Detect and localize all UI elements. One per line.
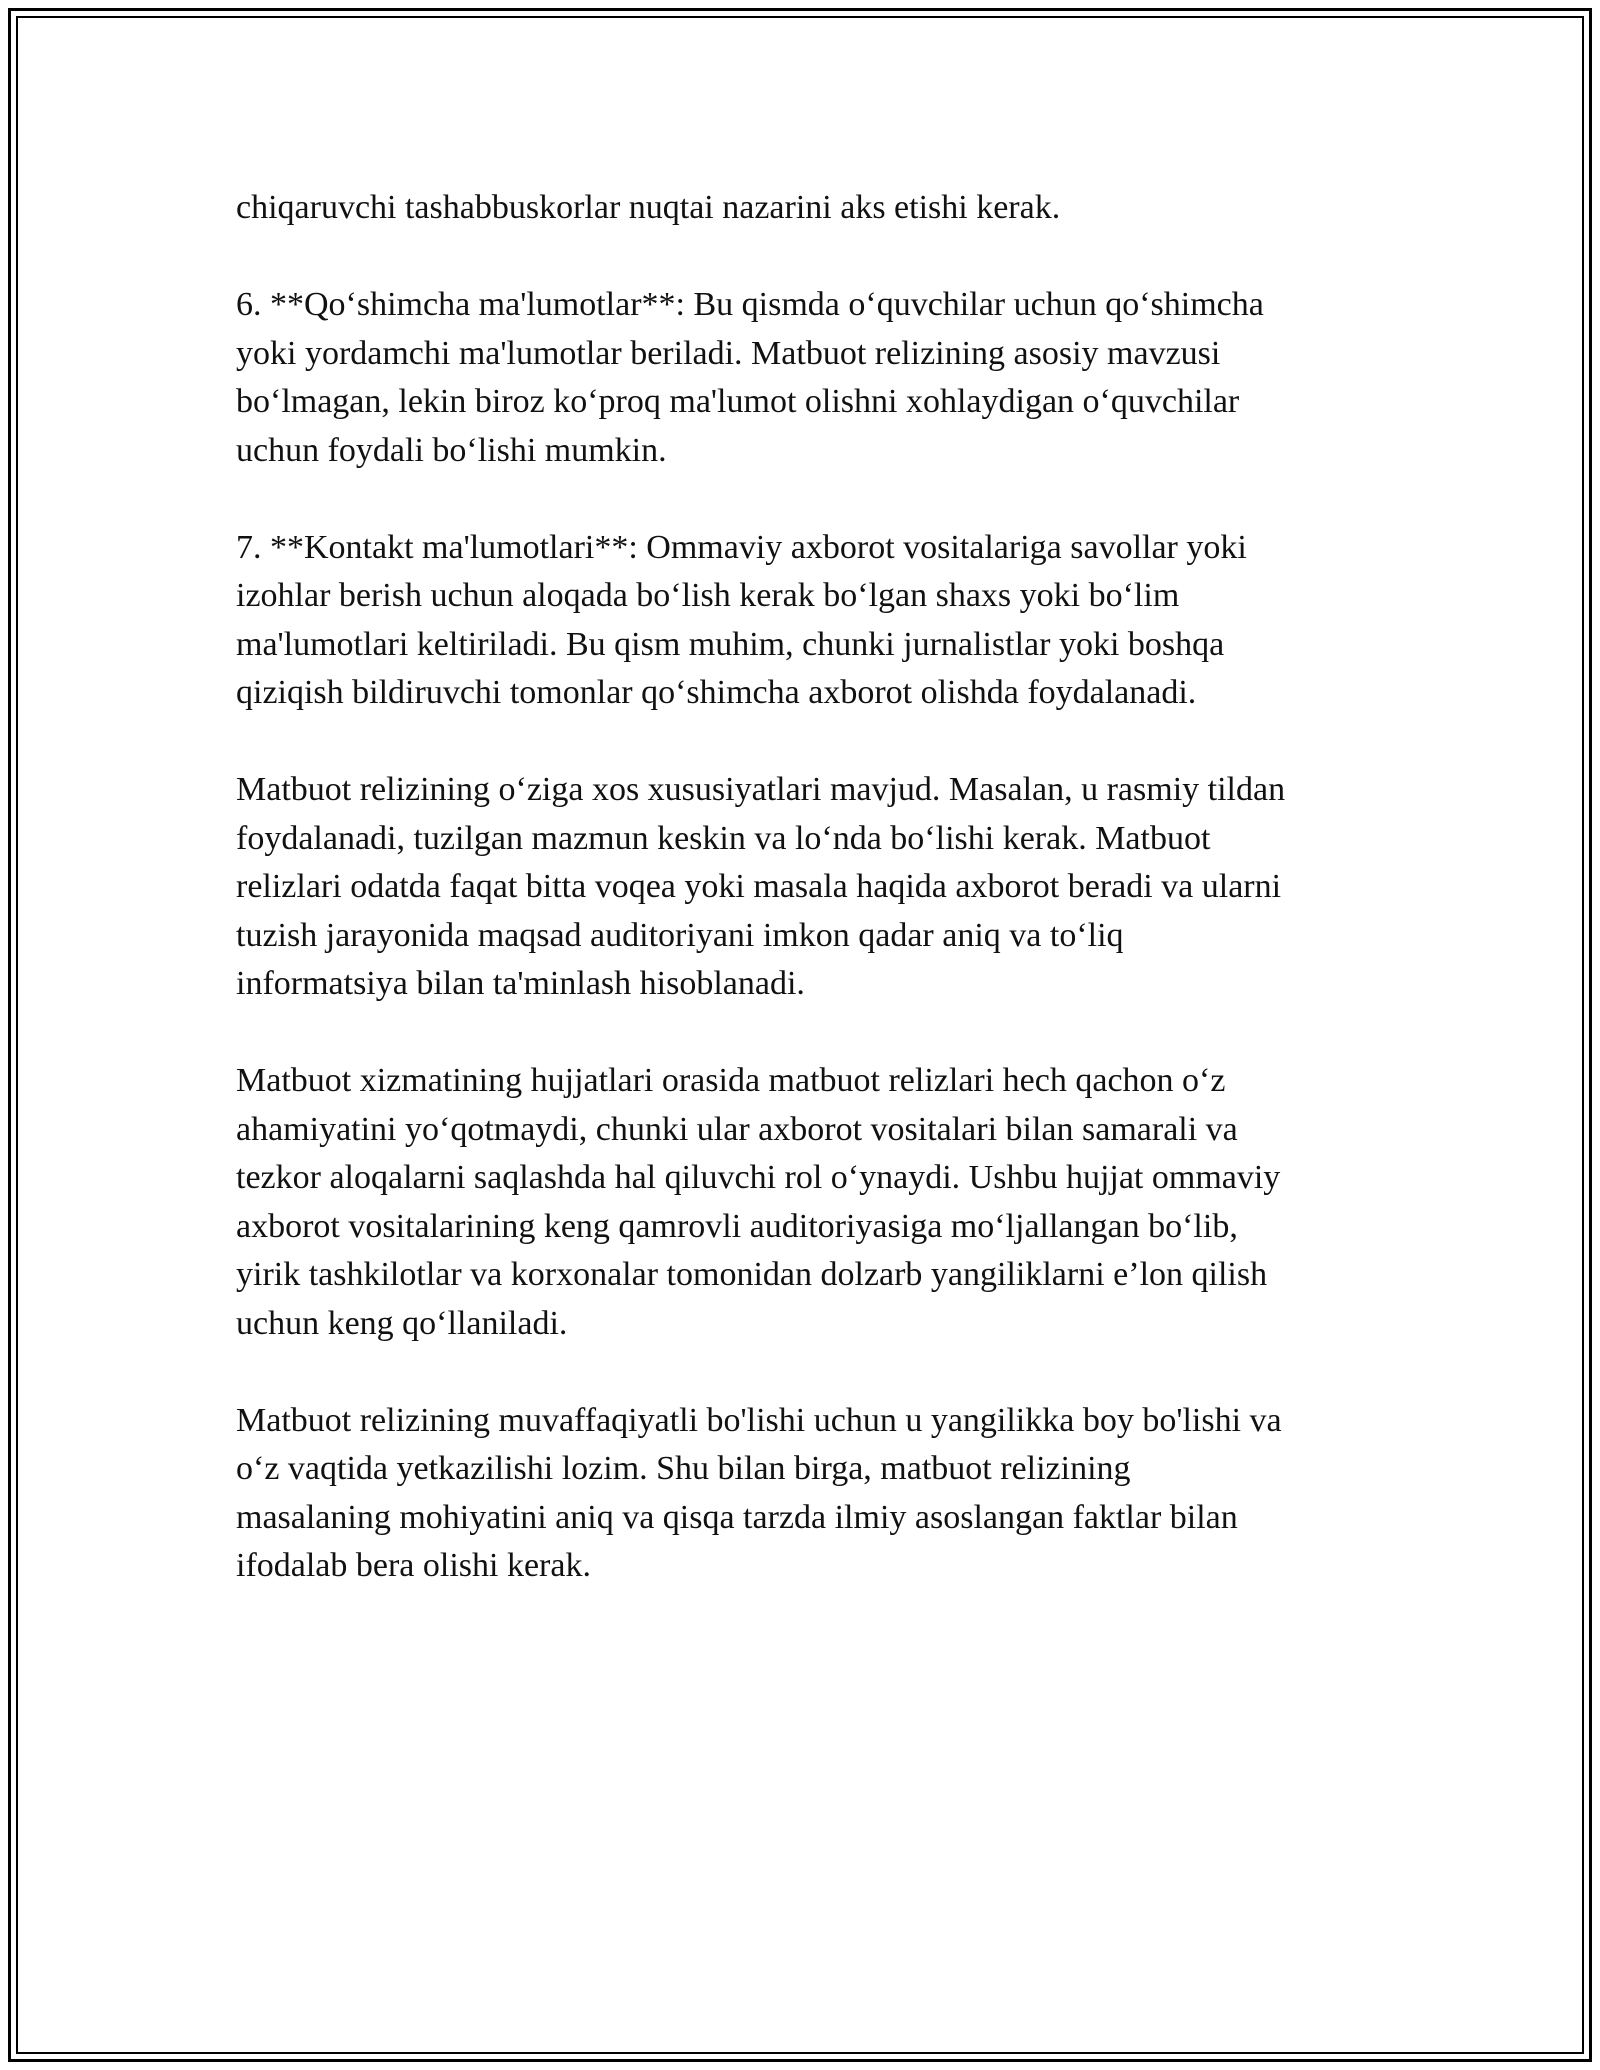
text-line: yoki yordamchi ma'lumotlar beriladi. Matbuot relizining asosiy mavzusi [236,334,1221,372]
paragraph [236,1057,1386,1348]
text-line: tuzish jarayonida maqsad auditoriyani imkon qadar aniq va to‘liq [236,916,1124,954]
text-line: foydalanadi, tuzilgan mazmun keskin va lo‘nda bo‘lishi kerak. Matbuot [236,819,1211,857]
paragraph-contact-info [236,524,1386,718]
text-line: 7. **Kontakt ma'lumotlari**: Ommaviy axborot vositalariga savollar yoki [236,528,1247,566]
paragraph-additional-info [236,281,1386,475]
text-line: qiziqish bildiruvchi tomonlar qo‘shimcha axborot olishda foydalanadi. [236,674,1197,711]
text-line: yirik tashkilotlar va korxonalar tomonidan dolzarb yangiliklarni e’lon qilish [236,1256,1268,1293]
text-line: uchun foydali bo‘lishi mumkin. [236,431,667,469]
paragraph [236,184,1386,233]
text-line: ahamiyatini yo‘qotmaydi, chunki ular axborot vositalari bilan samarali va [236,1110,1238,1148]
paragraph [236,766,1386,1009]
text-line: ifodalab bera olishi kerak. [236,1547,591,1584]
text-line: Matbuot xizmatining hujjatlari orasida matbuot relizlari hech qachon o‘z [236,1062,1226,1099]
text-line: axborot vositalarining keng qamrovli auditoriyasiga mo‘ljallangan bo‘lib, [236,1207,1238,1245]
paragraph [236,1397,1386,1591]
text-line: tezkor aloqalarni saqlashda hal qiluvchi rol o‘ynaydi. Ushbu hujjat ommaviy [236,1159,1281,1196]
text-line: masalaning mohiyatini aniq va qisqa tarzda ilmiy asoslangan faktlar bilan [236,1498,1238,1536]
text-line: 6. **Qo‘shimcha ma'lumotlar**: Bu qismda o‘quvchilar uchun qo‘shimcha [236,286,1264,323]
text-line: bo‘lmagan, lekin biroz ko‘proq ma'lumot olishni xohlaydigan o‘quvchilar [236,383,1240,420]
document-body [236,184,1386,1639]
text-line: ma'lumotlari keltiriladi. Bu qism muhim, chunki jurnalistlar yoki boshqa [236,625,1225,663]
text-line: informatsiya bilan ta'minlash hisoblanadi. [236,965,805,1002]
text-line: uchun keng qo‘llaniladi. [236,1304,568,1342]
text-line: Matbuot relizining muvaffaqiyatli bo'lishi uchun u yangilikka boy bo'lishi va [236,1401,1282,1439]
text-line: o‘z vaqtida yetkazilishi lozim. Shu bilan birga, matbuot relizining [236,1450,1131,1487]
text-line: chiqaruvchi tashabbuskorlar nuqtai nazarini aks etishi kerak. [236,189,1061,226]
text-line: izohlar berish uchun aloqada bo‘lish kerak bo‘lgan shaxs yoki bo‘lim [236,577,1180,614]
text-line: relizlari odatda faqat bitta voqea yoki masala haqida axborot beradi va ularni [236,868,1282,905]
text-line: Matbuot relizining o‘ziga xos xususiyatlari mavjud. Masalan, u rasmiy tildan [236,771,1286,808]
